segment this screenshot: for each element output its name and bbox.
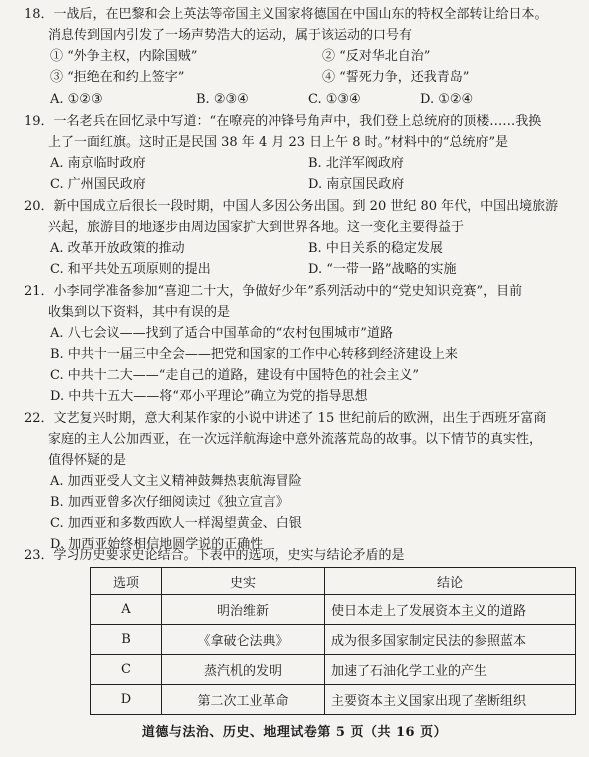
- q22-option-b: B. 加西亚曾多次仔细阅读过《独立宣言》: [50, 495, 289, 510]
- q21-option-c: C. 中共十二大——“走自己的道路，建设有中国特色的社会主义”: [50, 368, 420, 383]
- q18-item-4: ④ “誓死力争，还我青岛”: [322, 70, 470, 85]
- q19-option-c: C. 广州国民政府: [50, 177, 146, 192]
- q20-stem-line-1: 20．新中国成立后很长一段时期，中国人多因公务出国。到 20 世纪 80 年代，中国出境旅游: [24, 199, 559, 214]
- q21-stem-line-2: 收集到以下资料，其中有误的是: [48, 305, 231, 320]
- q22-option-d: D. 加西亚始终相信地圆学说的正确性: [50, 537, 264, 552]
- q20-option-a: A. 改革开放政策的推动: [50, 241, 185, 256]
- q19-option-a: A. 南京临时政府: [50, 156, 146, 171]
- table-header-cell: 史实: [162, 568, 325, 595]
- q18-option-b: B. ②③④: [196, 92, 249, 107]
- q22-option-c: C. 加西亚和多数西欧人一样渴望黄金、白银: [50, 516, 302, 531]
- table-cell-fact: 《拿破仑法典》: [162, 625, 325, 655]
- table-cell-fact: 第二次工业革命: [162, 685, 325, 715]
- q20-option-c: C. 和平共处五项原则的提出: [50, 262, 211, 277]
- table-cell-conclusion: 加速了石油化学工业的产生: [325, 655, 576, 685]
- table-cell-conclusion: 成为很多国家制定民法的参照蓝本: [325, 625, 576, 655]
- table-cell-option: B: [91, 625, 162, 655]
- table-header-cell: 选项: [91, 568, 162, 595]
- table-cell-option: D: [91, 685, 162, 715]
- q23-stem-line-1: 23．学习历史要求史论结合。下表中的选项，史实与结论矛盾的是: [24, 548, 405, 563]
- q22-stem-line-2: 家庭的主人公加西亚，在一次远洋航海途中意外流落荒岛的故事。以下情节的真实性，: [48, 432, 543, 447]
- q18-item-3: ③ “拒绝在和约上签字”: [50, 70, 185, 85]
- q19-stem-line-1: 19．一名老兵在回忆录中写道：“在嘹亮的冲锋号角声中，我们登上总统府的顶楼……我换: [24, 114, 542, 129]
- q21-stem-line-1: 21．小李同学准备参加“喜迎二十大，争做好少年”系列活动中的“党史知识竞赛”，目前: [24, 284, 523, 299]
- table-row: [91, 655, 576, 685]
- table-row: [91, 625, 576, 655]
- table-cell-fact: 明治维新: [162, 595, 325, 625]
- q18-option-c: C. ①③④: [308, 92, 361, 107]
- q20-option-d: D. “一带一路”战略的实施: [308, 262, 457, 277]
- q20-stem-line-2: 兴起，旅游目的地逐步由周边国家扩大到世界各地。这一变化主要得益于: [48, 220, 465, 235]
- q20-option-b: B. 中日关系的稳定发展: [308, 241, 443, 256]
- q18-option-d: D. ①②④: [420, 92, 474, 107]
- page-footer: 道德与法治、历史、地理试卷第 5 页（共 16 页）: [141, 725, 448, 740]
- q23-table: [90, 567, 576, 715]
- q22-option-a: A. 加西亚受人文主义精神鼓舞热衷航海冒险: [50, 474, 302, 489]
- q21-option-d: D. 中共十五大——将“邓小平理论”确立为党的指导思想: [50, 389, 368, 404]
- q19-stem-line-2: 上了一面红旗。这时正是民国 38 年 4 月 23 日上午 8 时。”材料中的“总统府”是: [48, 135, 509, 150]
- table-header-row: [91, 568, 576, 595]
- table-cell-option: A: [91, 595, 162, 625]
- table-header-cell: 结论: [325, 568, 576, 595]
- table-row: [91, 595, 576, 625]
- q22-stem-line-3: 值得怀疑的是: [48, 453, 127, 468]
- table-cell-conclusion: 使日本走上了发展资本主义的道路: [325, 595, 576, 625]
- q21-option-a: A. 八七会议——找到了适合中国革命的“农村包围城市”道路: [50, 326, 393, 341]
- q19-option-b: B. 北洋军阀政府: [308, 156, 404, 171]
- q18-stem-line-2: 消息传到国内引发了一场声势浩大的运动，属于该运动的口号有: [48, 28, 413, 43]
- q18-stem-line-1: 18．一战后，在巴黎和会上英法等帝国主义国家将德国在中国山东的特权全部转让给日本。: [24, 7, 548, 22]
- q21-option-b: B. 中共十一届三中全会——把党和国家的工作中心转移到经济建设上来: [50, 347, 458, 362]
- table-cell-fact: 蒸汽机的发明: [162, 655, 325, 685]
- table-cell-option: C: [91, 655, 162, 685]
- q19-option-d: D. 南京国民政府: [308, 177, 405, 192]
- q18-item-2: ② “反对华北自治”: [322, 49, 431, 64]
- table-row: [91, 685, 576, 715]
- q18-item-1: ① “外争主权，内除国贼”: [50, 49, 198, 64]
- table-cell-conclusion: 主要资本主义国家出现了垄断组织: [325, 685, 576, 715]
- q18-option-a: A. ①②③: [50, 92, 103, 107]
- q22-stem-line-1: 22．文艺复兴时期，意大利某作家的小说中讲述了 15 世纪前后的欧洲，出生于西班牙富商: [24, 411, 547, 426]
